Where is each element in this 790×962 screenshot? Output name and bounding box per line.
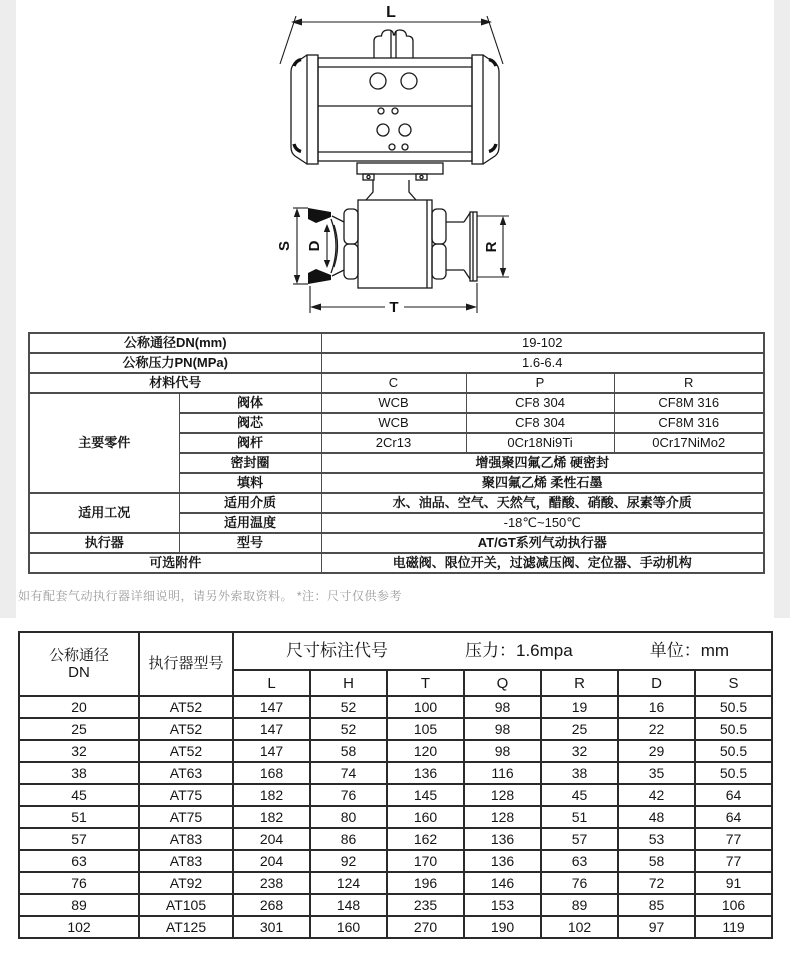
dim-table-cell: 120 xyxy=(387,740,464,762)
dim-col-S: S xyxy=(695,670,772,696)
dim-table-row xyxy=(19,806,772,828)
dim-table-cell: 35 xyxy=(618,762,695,784)
valve-body xyxy=(332,200,446,288)
condition-name: 适用温度 xyxy=(179,513,321,533)
dim-label-l: L xyxy=(386,4,396,21)
dim-table-cell: 32 xyxy=(19,740,139,762)
dim-table-cell: 50.5 xyxy=(695,718,772,740)
dim-table-row xyxy=(19,850,772,872)
dim-table-cell: 57 xyxy=(541,828,618,850)
dim-table-cell: 63 xyxy=(541,850,618,872)
dim-header-row-1 xyxy=(19,632,772,670)
spec-row-actuator xyxy=(29,533,764,553)
dim-table-cell: 128 xyxy=(464,806,541,828)
dim-table-cell: 58 xyxy=(618,850,695,872)
part-value: 0Cr18Ni9Ti xyxy=(466,433,614,453)
dim-table-cell: 22 xyxy=(618,718,695,740)
dim-table-cell: AT75 xyxy=(139,784,233,806)
dimension-R xyxy=(477,216,509,277)
dim-table-cell: 190 xyxy=(464,916,541,938)
dim-col-H: H xyxy=(310,670,387,696)
dim-table-cell: 51 xyxy=(541,806,618,828)
dim-table-cell: 196 xyxy=(387,872,464,894)
dimension-S xyxy=(276,208,308,284)
dim-table-row xyxy=(19,828,772,850)
dim-table-cell: 136 xyxy=(464,828,541,850)
dim-table-cell: 64 xyxy=(695,784,772,806)
dim-table-cell: 51 xyxy=(19,806,139,828)
dim-table-cell: 136 xyxy=(464,850,541,872)
dim-table-body xyxy=(19,696,772,938)
dim-table-cell: 48 xyxy=(618,806,695,828)
spec-label-conditions: 适用工况 xyxy=(29,493,179,533)
dim-table-cell: 128 xyxy=(464,784,541,806)
dim-table-cell: 38 xyxy=(541,762,618,784)
dim-col-T: T xyxy=(387,670,464,696)
condition-value: 水、油品、空气、天然气，醋酸、硝酸、尿素等介质 xyxy=(321,493,764,513)
dim-table-cell: 102 xyxy=(19,916,139,938)
dim-table-cell: AT83 xyxy=(139,828,233,850)
dim-table-cell: 124 xyxy=(310,872,387,894)
part-name: 阀芯 xyxy=(179,413,321,433)
part-value: WCB xyxy=(321,393,466,413)
dim-table-cell: 52 xyxy=(310,718,387,740)
spec-row-medium xyxy=(29,493,764,513)
mounting-bracket xyxy=(357,163,443,200)
dim-header-unit: 单位：mm xyxy=(649,641,730,661)
dim-header-actuator: 执行器型号 xyxy=(139,632,233,696)
dim-table-cell: 136 xyxy=(387,762,464,784)
dim-table-cell: 77 xyxy=(695,828,772,850)
dim-table-cell: 20 xyxy=(19,696,139,718)
dim-table-cell: 50.5 xyxy=(695,696,772,718)
dim-table-cell: 119 xyxy=(695,916,772,938)
dim-table-cell: 92 xyxy=(310,850,387,872)
part-value: CF8 304 xyxy=(466,393,614,413)
dim-table-cell: 76 xyxy=(19,872,139,894)
dim-col-Q: Q xyxy=(464,670,541,696)
dim-label-r: R xyxy=(483,241,500,253)
dim-table-row xyxy=(19,784,772,806)
footnote: 如有配套气动执行器详细说明，请另外索取资料。 *注：尺寸仅供参考 xyxy=(18,589,403,603)
dim-table-cell: 85 xyxy=(618,894,695,916)
dim-table-cell: 63 xyxy=(19,850,139,872)
dim-table-cell: 50.5 xyxy=(695,740,772,762)
actuator-type-label: 型号 xyxy=(179,533,321,553)
dim-table-cell: AT105 xyxy=(139,894,233,916)
dim-table-row xyxy=(19,916,772,938)
dim-table-cell: 146 xyxy=(464,872,541,894)
dim-table-cell: 238 xyxy=(233,872,310,894)
dim-table-cell: 153 xyxy=(464,894,541,916)
dim-table-cell: 204 xyxy=(233,828,310,850)
dim-table-cell: 72 xyxy=(618,872,695,894)
part-name: 阀体 xyxy=(179,393,321,413)
dim-table-cell: 100 xyxy=(387,696,464,718)
dim-table-row xyxy=(19,872,772,894)
dim-table-cell: 77 xyxy=(695,850,772,872)
material-code-r: R xyxy=(614,373,764,393)
dim-table-cell: 268 xyxy=(233,894,310,916)
dim-header-title: 尺寸标注代号 xyxy=(286,641,388,661)
dim-table-row xyxy=(19,740,772,762)
dim-table-cell: 182 xyxy=(233,806,310,828)
right-clamp-ferrule xyxy=(446,212,477,281)
dim-col-L: L xyxy=(233,670,310,696)
dimension-D xyxy=(306,224,330,268)
dim-table-cell: 45 xyxy=(19,784,139,806)
accessories-value: 电磁阀、限位开关，过滤减压阀、定位器、手动机构 xyxy=(321,553,764,573)
dim-table-cell: 168 xyxy=(233,762,310,784)
dim-table-cell: AT92 xyxy=(139,872,233,894)
dim-table-cell: 147 xyxy=(233,696,310,718)
dim-table-cell: 57 xyxy=(19,828,139,850)
dim-table-cell: 45 xyxy=(541,784,618,806)
spec-row-material xyxy=(29,373,764,393)
dim-table-cell: 182 xyxy=(233,784,310,806)
dim-table-cell: 76 xyxy=(310,784,387,806)
spec-label-dn: 公称通径DN(mm) xyxy=(29,333,321,353)
dim-table-cell: AT83 xyxy=(139,850,233,872)
spec-label-accessories: 可选附件 xyxy=(29,553,321,573)
spec-label-actuator: 执行器 xyxy=(29,533,179,553)
dim-table-cell: 53 xyxy=(618,828,695,850)
dim-table-cell: 19 xyxy=(541,696,618,718)
dim-col-D: D xyxy=(618,670,695,696)
dim-table-cell: AT75 xyxy=(139,806,233,828)
dim-table-cell: 32 xyxy=(541,740,618,762)
dim-table-cell: 98 xyxy=(464,696,541,718)
dim-header-merged xyxy=(233,632,772,670)
dim-table-cell: 52 xyxy=(310,696,387,718)
spec-label-pn: 公称压力PN(MPa) xyxy=(29,353,321,373)
dim-label-d: D xyxy=(306,240,323,252)
part-value: CF8 304 xyxy=(466,413,614,433)
dim-table-cell: 116 xyxy=(464,762,541,784)
dim-table-cell: 160 xyxy=(387,806,464,828)
dim-table-cell: 80 xyxy=(310,806,387,828)
valve-technical-drawing xyxy=(0,0,790,330)
dim-header-dn-line2: DN xyxy=(68,664,90,681)
condition-value: -18℃~150℃ xyxy=(321,513,764,533)
dim-table-cell: AT52 xyxy=(139,740,233,762)
dim-table-cell: 16 xyxy=(618,696,695,718)
dim-table-row xyxy=(19,718,772,740)
dim-table-cell: 235 xyxy=(387,894,464,916)
spec-row-dn xyxy=(29,333,764,353)
dim-table-cell: 160 xyxy=(310,916,387,938)
actuator-top-port xyxy=(374,30,413,58)
dim-header-pressure: 压力：1.6mpa xyxy=(465,641,573,661)
dim-table-cell: 105 xyxy=(387,718,464,740)
part-name: 阀杆 xyxy=(179,433,321,453)
dim-table-cell: 102 xyxy=(541,916,618,938)
spec-value-dn: 19-102 xyxy=(321,333,764,353)
dim-table-cell: 204 xyxy=(233,850,310,872)
dim-label-t: T xyxy=(389,299,399,316)
dim-table-cell: 25 xyxy=(541,718,618,740)
dimension-table xyxy=(18,631,773,939)
actuator-body xyxy=(291,55,499,164)
dim-table-cell: 89 xyxy=(541,894,618,916)
dim-table-row xyxy=(19,894,772,916)
part-value: CF8M 316 xyxy=(614,393,764,413)
dim-table-cell: 64 xyxy=(695,806,772,828)
part-value: WCB xyxy=(321,413,466,433)
spec-row-accessories xyxy=(29,553,764,573)
dim-table-cell: 270 xyxy=(387,916,464,938)
dim-label-s: S xyxy=(276,240,293,252)
part-name: 密封圈 xyxy=(179,453,321,473)
dim-header-dn-line1: 公称通径 xyxy=(48,646,109,664)
dim-table-cell: 76 xyxy=(541,872,618,894)
dim-table-cell: 38 xyxy=(19,762,139,784)
dim-table-cell: 25 xyxy=(19,718,139,740)
dim-table-cell: 74 xyxy=(310,762,387,784)
dim-table-cell: 97 xyxy=(618,916,695,938)
dim-table-cell: 301 xyxy=(233,916,310,938)
dim-table-cell: 42 xyxy=(618,784,695,806)
dim-table-cell: 29 xyxy=(618,740,695,762)
dim-table-cell: 145 xyxy=(387,784,464,806)
dim-table-cell: AT52 xyxy=(139,718,233,740)
dim-table-cell: 98 xyxy=(464,740,541,762)
dim-table-cell: 148 xyxy=(310,894,387,916)
dim-table-cell: 106 xyxy=(695,894,772,916)
part-value: 2Cr13 xyxy=(321,433,466,453)
dim-table-cell: 86 xyxy=(310,828,387,850)
dim-table-cell: AT52 xyxy=(139,696,233,718)
part-name: 填料 xyxy=(179,473,321,493)
dim-col-R: R xyxy=(541,670,618,696)
dim-table-row xyxy=(19,762,772,784)
material-code-c: C xyxy=(321,373,466,393)
spec-row-body xyxy=(29,393,764,413)
dim-table-cell: 50.5 xyxy=(695,762,772,784)
dim-table-cell: 91 xyxy=(695,872,772,894)
dim-table-cell: 98 xyxy=(464,718,541,740)
spec-label-material: 材料代号 xyxy=(29,373,321,393)
actuator-value: AT/GT系列气动执行器 xyxy=(321,533,764,553)
spec-row-pn xyxy=(29,353,764,373)
part-value: 0Cr17NiMo2 xyxy=(614,433,764,453)
part-value: CF8M 316 xyxy=(614,413,764,433)
dim-table-row xyxy=(19,696,772,718)
dim-table-cell: 162 xyxy=(387,828,464,850)
part-value: 聚四氟乙烯 柔性石墨 xyxy=(321,473,764,493)
dim-table-cell: 170 xyxy=(387,850,464,872)
dim-table-cell: 89 xyxy=(19,894,139,916)
part-value: 增强聚四氟乙烯 硬密封 xyxy=(321,453,764,473)
dim-table-cell: AT63 xyxy=(139,762,233,784)
spec-value-pn: 1.6-6.4 xyxy=(321,353,764,373)
dim-table-cell: 147 xyxy=(233,718,310,740)
dim-table-cell: 58 xyxy=(310,740,387,762)
dim-table-cell: AT125 xyxy=(139,916,233,938)
spec-table xyxy=(28,332,765,574)
dim-table-cell: 147 xyxy=(233,740,310,762)
condition-name: 适用介质 xyxy=(179,493,321,513)
dim-header-dn xyxy=(19,632,139,696)
spec-label-parts: 主要零件 xyxy=(29,393,179,493)
material-code-p: P xyxy=(466,373,614,393)
